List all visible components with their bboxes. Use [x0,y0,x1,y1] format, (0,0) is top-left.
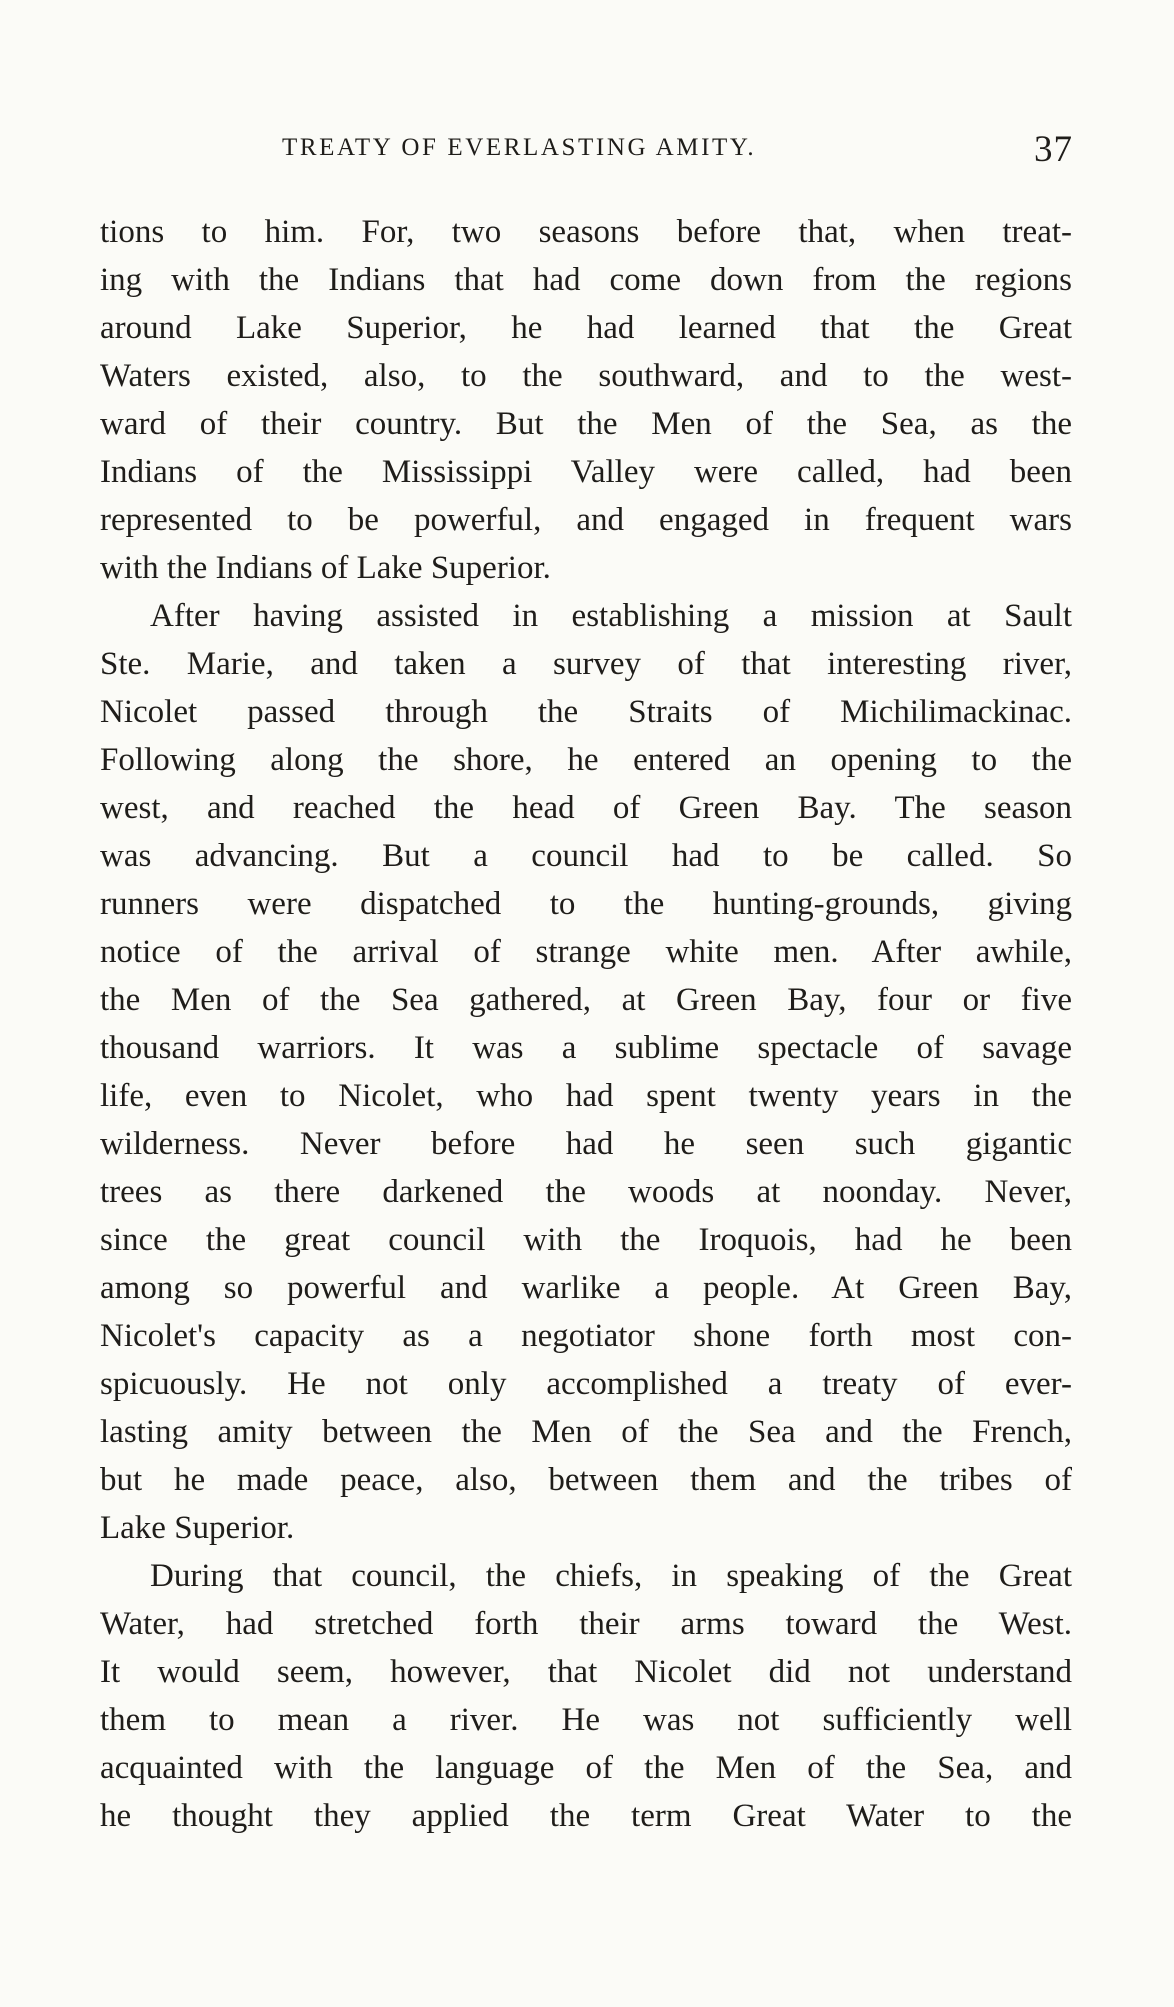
text-line: but he made peace, also, between them and the tribes of [100,1462,1072,1498]
running-head [100,128,1080,178]
text-line: Water, had stretched forth their arms toward the West. [100,1606,1072,1642]
text-line: ward of their country. But the Men of the Sea, as the [100,406,1072,442]
text-line: trees as there darkened the woods at noonday. Never, [100,1174,1072,1210]
text-line: was advancing. But a council had to be called. So [100,838,1072,874]
text-line: represented to be powerful, and engaged in frequent wars [100,502,1072,538]
text-line: around Lake Superior, he had learned that the Great [100,310,1072,346]
text-line: lasting amity between the Men of the Sea and the French, [100,1414,1072,1450]
text-line: ing with the Indians that had come down from the regions [100,262,1072,298]
text-line: runners were dispatched to the hunting-grounds, giving [100,886,1072,922]
text-line: since the great council with the Iroquois, had he been [100,1222,1072,1258]
text-line: Ste. Marie, and taken a survey of that interesting river, [100,646,1072,682]
text-line: Nicolet's capacity as a negotiator shone forth most con- [100,1318,1072,1354]
paragraph [100,208,1072,592]
text-line: After having assisted in establishing a mission at Sault [150,598,1072,634]
text-line: life, even to Nicolet, who had spent twenty years in the [100,1078,1072,1114]
text-line: them to mean a river. He was not sufficiently well [100,1702,1072,1738]
text-line: Indians of the Mississippi Valley were called, had been [100,454,1072,490]
text-line: tions to him. For, two seasons before that, when treat- [100,214,1072,250]
text-line: among so powerful and warlike a people. At Green Bay, [100,1270,1072,1306]
paragraph [100,592,1072,1552]
text-line: acquainted with the language of the Men of the Sea, and [100,1750,1072,1786]
paragraph [100,1552,1072,1840]
text-line: It would seem, however, that Nicolet did not understand [100,1654,1072,1690]
text-line: During that council, the chiefs, in speaking of the Great [150,1558,1072,1594]
text-line: thousand warriors. It was a sublime spectacle of savage [100,1030,1072,1066]
text-line: notice of the arrival of strange white men. After awhile, [100,934,1072,970]
running-title: TREATY OF EVERLASTING AMITY. [282,134,757,161]
text-line: wilderness. Never before had he seen such gigantic [100,1126,1072,1162]
text-line: he thought they applied the term Great Water to the [100,1798,1072,1834]
text-line: west, and reached the head of Green Bay. The season [100,790,1072,826]
text-line: Nicolet passed through the Straits of Michilimackinac. [100,694,1072,730]
body-text [100,208,1072,1840]
text-line: Following along the shore, he entered an opening to the [100,742,1072,778]
text-line: Waters existed, also, to the southward, and to the west- [100,358,1072,394]
text-line: the Men of the Sea gathered, at Green Bay, four or five [100,982,1072,1018]
text-line: with the Indians of Lake Superior. [100,550,551,586]
text-line: Lake Superior. [100,1510,295,1546]
text-line: spicuously. He not only accomplished a treaty of ever- [100,1366,1072,1402]
page-number: 37 [1034,129,1073,170]
